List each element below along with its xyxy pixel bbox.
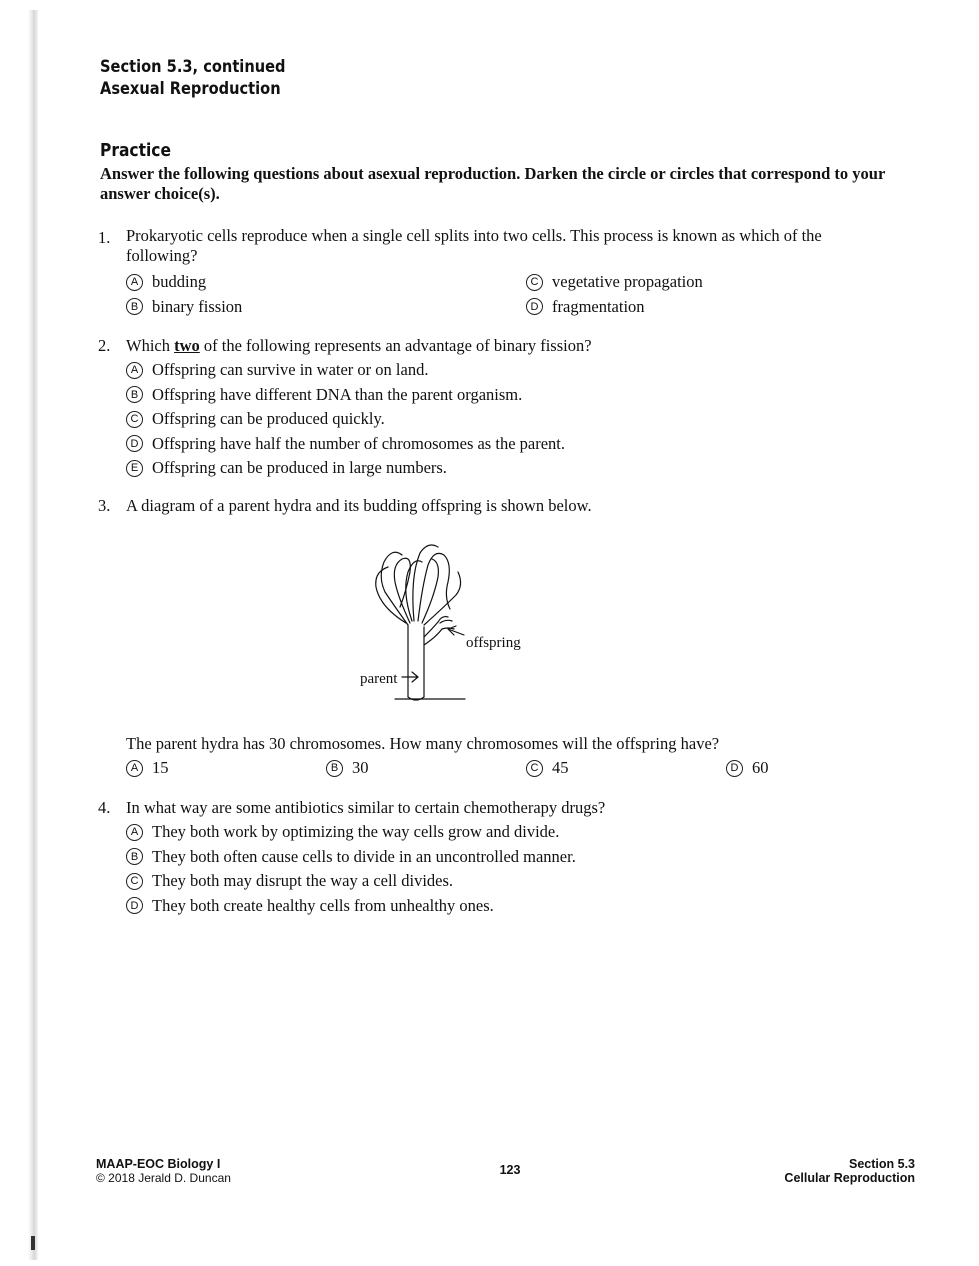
footer-left: [96, 1157, 231, 1185]
answer-bubble[interactable]: A: [126, 362, 143, 379]
choice-text: 60: [752, 758, 769, 778]
choice-text: fragmentation: [552, 296, 645, 316]
answer-bubble[interactable]: D: [526, 298, 543, 315]
choice-a[interactable]: [126, 270, 526, 295]
choice-text: budding: [152, 272, 207, 292]
question-3-followup: [98, 732, 878, 781]
tentacle: [413, 545, 438, 621]
answer-bubble[interactable]: C: [126, 873, 143, 890]
answer-bubble[interactable]: B: [126, 386, 143, 403]
tentacle: [394, 558, 410, 623]
answer-bubble[interactable]: A: [126, 824, 143, 841]
choice-c[interactable]: [526, 270, 886, 295]
choice-c[interactable]: [126, 407, 878, 432]
choice-d[interactable]: [726, 756, 886, 781]
question-4: [98, 796, 878, 918]
answer-bubble[interactable]: B: [126, 848, 143, 865]
parent-label: parent: [360, 671, 398, 687]
tentacle: [381, 552, 408, 625]
choice-c[interactable]: [126, 869, 878, 894]
answer-bubble[interactable]: B: [126, 298, 143, 315]
stem-emphasis: two: [174, 336, 200, 355]
choice-b[interactable]: [126, 295, 526, 320]
parent-arrow: [402, 672, 418, 682]
answer-bubble[interactable]: B: [326, 760, 343, 777]
question-2: [98, 334, 878, 481]
practice-instructions: Answer the following questions about asexual reproduction. Darken the circle or circles that correspond to your answer choice(s).: [100, 164, 885, 203]
choice-text: 30: [352, 758, 369, 778]
answer-bubble[interactable]: C: [526, 274, 543, 291]
choice-d[interactable]: [126, 432, 878, 457]
choice-text: Offspring can be produced quickly.: [152, 409, 385, 429]
choice-text: Offspring have different DNA than the parent organism.: [152, 384, 523, 404]
choice-c[interactable]: [526, 756, 726, 781]
footer-chapter: Cellular Reproduction: [784, 1171, 915, 1185]
question-stem: [126, 334, 878, 358]
choice-text: 45: [552, 758, 569, 778]
choice-text: Offspring can survive in water or on land.: [152, 360, 429, 380]
book-title: MAAP-EOC Biology I: [96, 1157, 221, 1171]
offspring-label: offspring: [466, 635, 521, 651]
choice-text: They both work by optimizing the way cells grow and divide.: [152, 822, 560, 842]
question-3: [98, 494, 878, 518]
offspring-bud: [424, 622, 442, 645]
answer-bubble[interactable]: D: [726, 760, 743, 777]
choice-text: They both often cause cells to divide in an uncontrolled manner.: [152, 846, 576, 866]
choice-text: They both create healthy cells from unhealthy ones.: [152, 895, 494, 915]
question-stem: Prokaryotic cells reproduce when a single cell splits into two cells. This process is known as which of the following?: [126, 226, 822, 265]
choice-b[interactable]: [126, 383, 878, 408]
copyright: © 2018 Jerald D. Duncan: [96, 1171, 231, 1185]
parent-body: [408, 625, 424, 697]
answer-bubble[interactable]: A: [126, 760, 143, 777]
choice-text: binary fission: [152, 296, 243, 316]
choice-d[interactable]: [126, 894, 878, 919]
practice-title: Practice: [100, 140, 171, 161]
choice-b[interactable]: [326, 756, 526, 781]
answer-bubble[interactable]: E: [126, 460, 143, 477]
topic-line: Asexual Reproduction: [100, 79, 281, 99]
binding-mark: [31, 1236, 35, 1250]
footer-center: [490, 1163, 530, 1177]
section-heading: [100, 56, 286, 100]
answer-bubble[interactable]: A: [126, 274, 143, 291]
choice-d[interactable]: [526, 295, 886, 320]
question-1: [98, 226, 878, 319]
choice-text: Offspring have half the number of chromosomes as the parent.: [152, 433, 565, 453]
stem-part: Which: [126, 336, 175, 355]
binding-edge: [28, 10, 38, 1260]
followup-question: The parent hydra has 30 chromosomes. How many chromosomes will the offspring have?: [126, 734, 720, 753]
choice-text: They both may disrupt the way a cell divides.: [152, 871, 454, 891]
answer-bubble[interactable]: D: [126, 435, 143, 452]
footer-section: Section 5.3: [849, 1157, 915, 1171]
choice-e[interactable]: [126, 456, 878, 481]
choice-b[interactable]: [126, 845, 878, 870]
question-number: 3.: [98, 496, 111, 515]
choice-text: vegetative propagation: [552, 272, 703, 292]
tentacle: [418, 553, 450, 621]
question-stem: A diagram of a parent hydra and its budding offspring is shown below.: [126, 496, 592, 515]
stem-part: of the following represents an advantage of binary fission?: [199, 336, 592, 355]
tentacle: [376, 567, 406, 623]
answer-bubble[interactable]: D: [126, 897, 143, 914]
offspring-arrow: [448, 626, 464, 635]
footer-right: [784, 1157, 915, 1185]
question-number: 4.: [98, 798, 111, 817]
question-stem: In what way are some antibiotics similar to certain chemotherapy drugs?: [126, 798, 606, 817]
answer-bubble[interactable]: C: [126, 411, 143, 428]
choice-text: Offspring can be produced in large numbers.: [152, 458, 447, 478]
question-number: 1.: [98, 228, 111, 247]
choice-text: 15: [152, 758, 169, 778]
choice-a[interactable]: [126, 756, 326, 781]
choice-a[interactable]: [126, 358, 878, 383]
question-number: 2.: [98, 336, 111, 355]
hydra-diagram: [340, 537, 550, 707]
answer-bubble[interactable]: C: [526, 760, 543, 777]
section-line: Section 5.3, continued: [100, 57, 286, 77]
page-number: 123: [499, 1163, 521, 1177]
choice-a[interactable]: [126, 820, 878, 845]
